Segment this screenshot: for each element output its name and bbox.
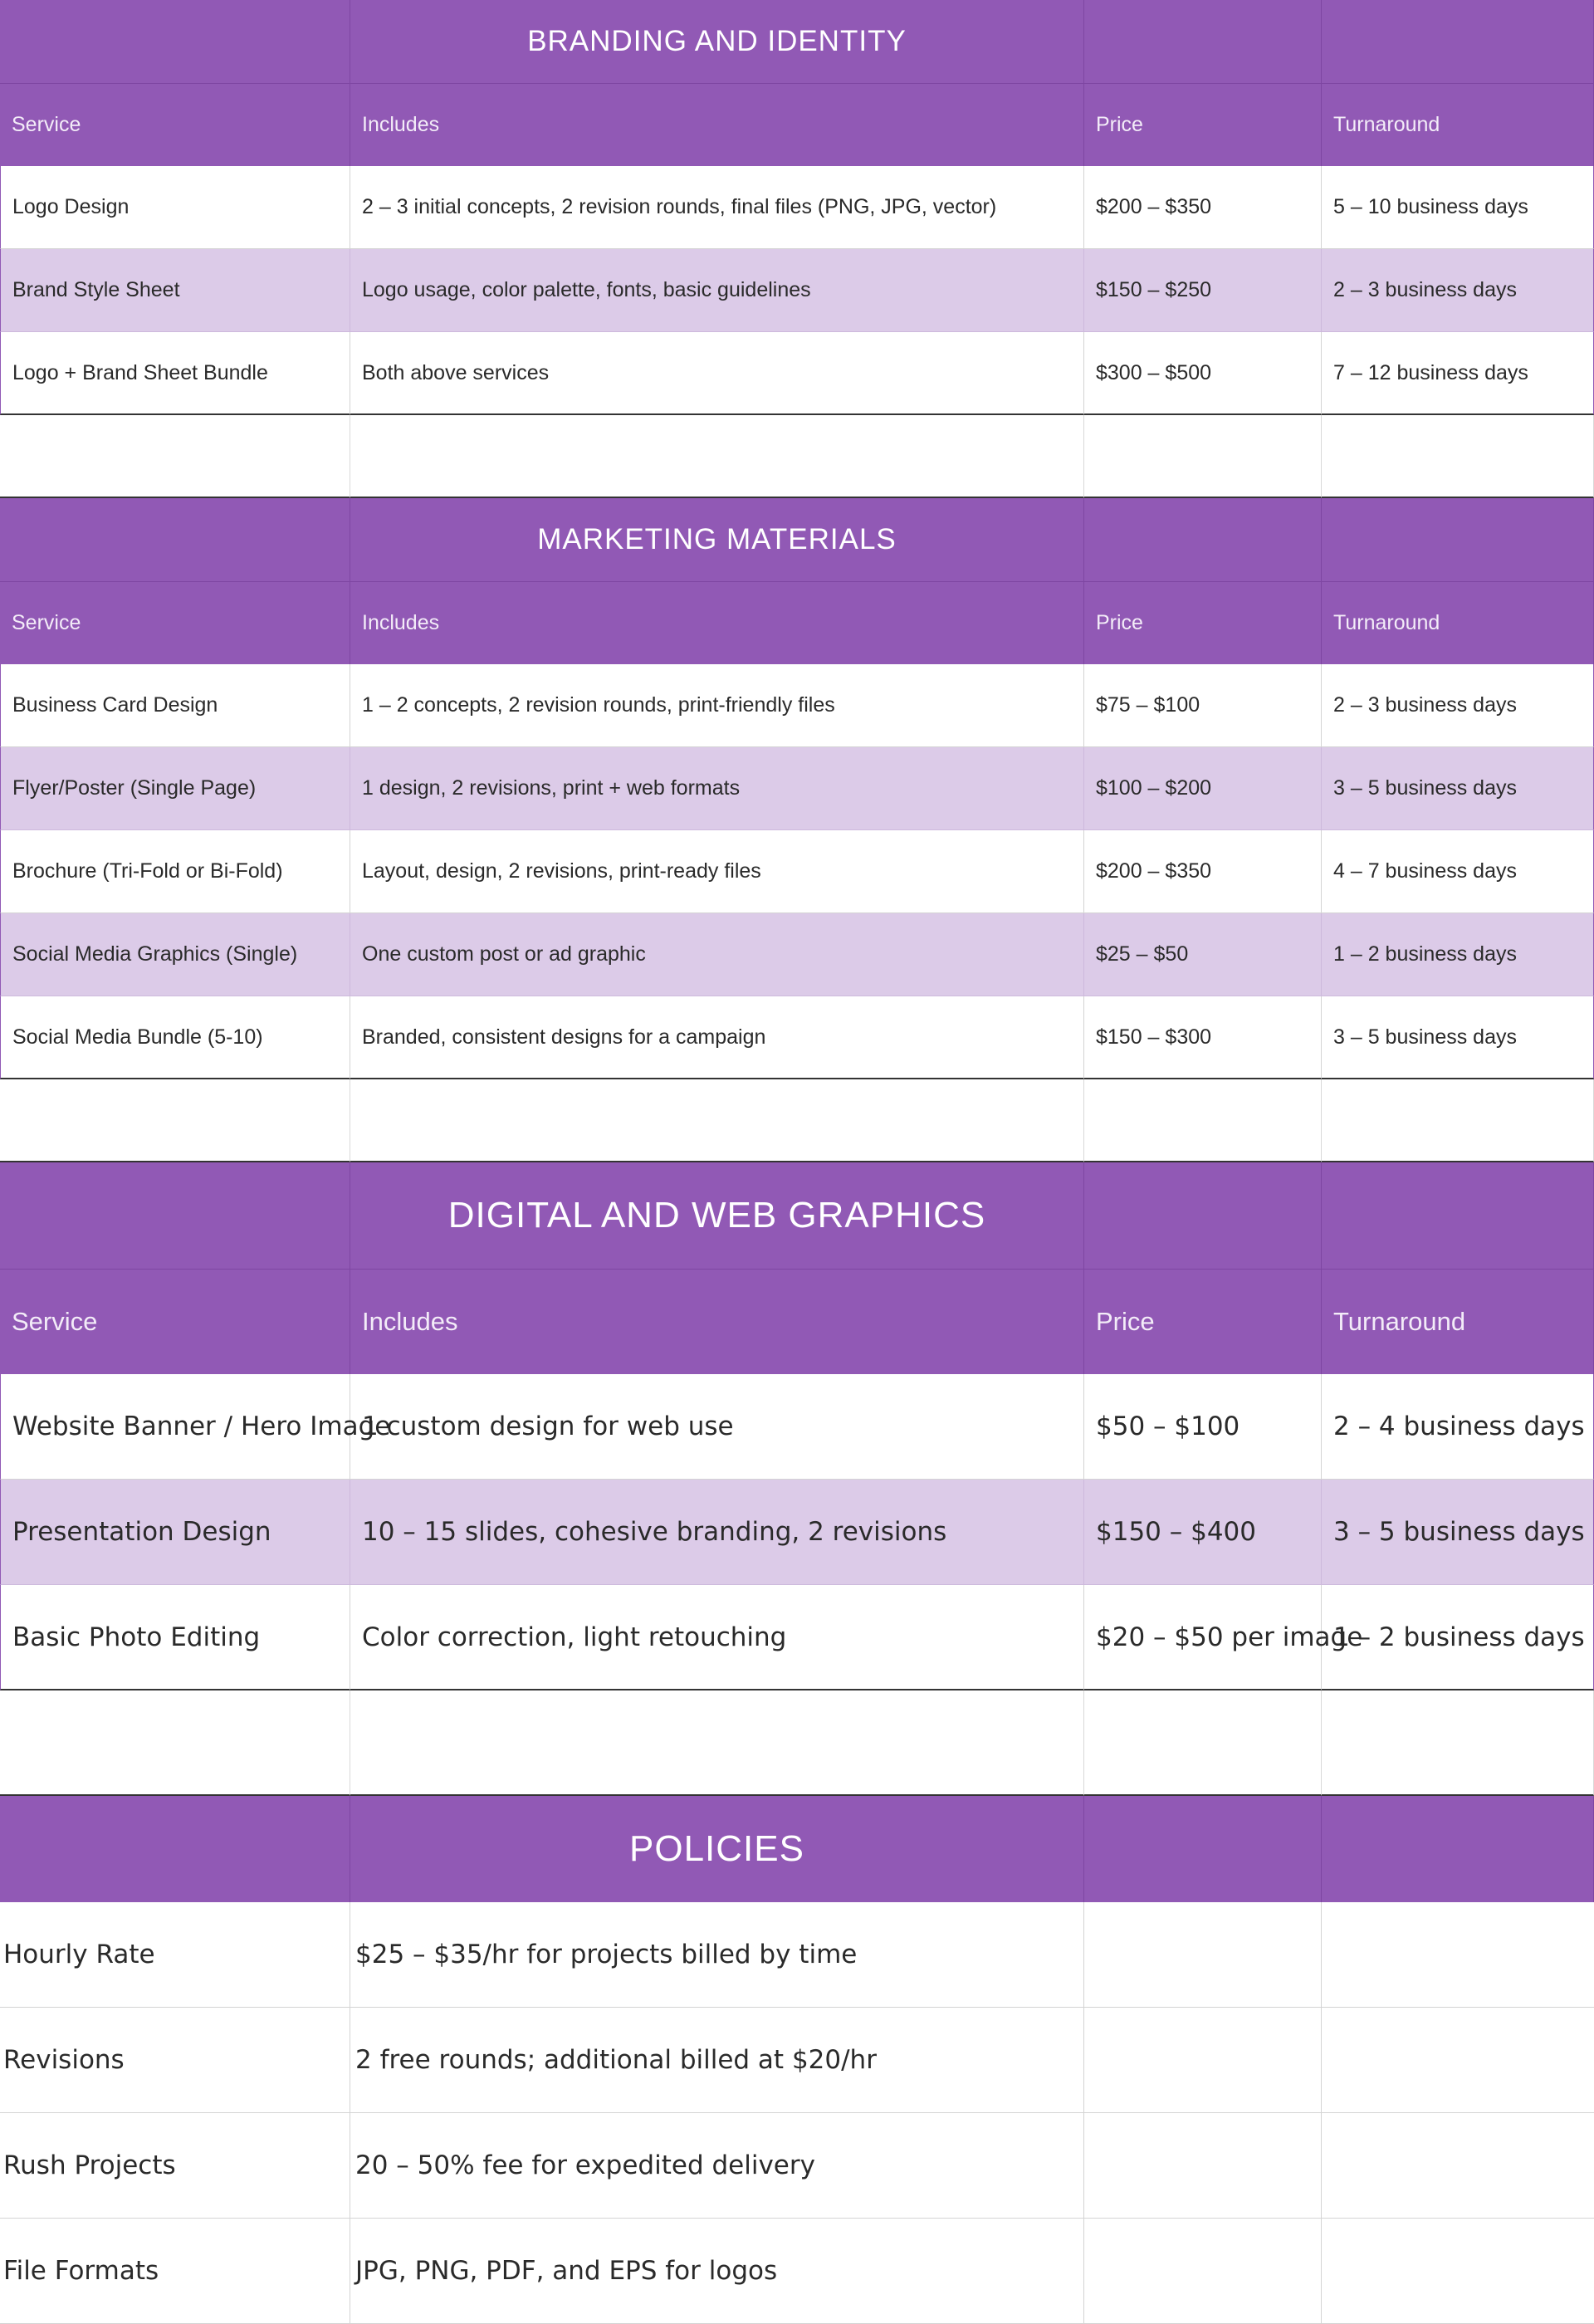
blank-cell	[1322, 2008, 1594, 2113]
section-title-row	[0, 1796, 1594, 1902]
section-title: POLICIES	[350, 1796, 1084, 1902]
blank-cell	[350, 415, 1084, 498]
blank-cell	[350, 1079, 1084, 1162]
policy-label: Hourly Rate	[0, 1902, 350, 2008]
cell-turnaround: 4 – 7 business days	[1322, 830, 1594, 913]
table-row	[0, 747, 1594, 830]
header-service: Service	[0, 84, 350, 166]
policy-value: JPG, PNG, PDF, and EPS for logos	[350, 2219, 1084, 2324]
cell-service: Website Banner / Hero Image	[0, 1374, 350, 1480]
table-row	[0, 913, 1594, 996]
header-service: Service	[0, 1270, 350, 1374]
cell-price: $150 – $300	[1084, 996, 1322, 1079]
header-turnaround: Turnaround	[1322, 84, 1594, 166]
section-title-row	[0, 0, 1594, 83]
cell-price: $150 – $400	[1084, 1480, 1322, 1585]
blank-cell	[1322, 1690, 1594, 1796]
blank-cell	[1084, 2113, 1322, 2219]
cell-turnaround: 3 – 5 business days	[1322, 996, 1594, 1079]
cell-turnaround: 7 – 12 business days	[1322, 332, 1594, 415]
cell-service: Basic Photo Editing	[0, 1585, 350, 1690]
title-spacer-cell	[0, 1162, 350, 1269]
policy-row	[0, 2219, 1594, 2324]
cell-includes: Branded, consistent designs for a campaign	[350, 996, 1084, 1079]
section-title-row	[0, 1162, 1594, 1269]
cell-includes: 2 – 3 initial concepts, 2 revision rounds, final files (PNG, JPG, vector)	[350, 166, 1084, 249]
header-includes: Includes	[350, 84, 1084, 166]
blank-row	[0, 415, 1594, 498]
column-header-row	[0, 83, 1594, 166]
blank-row	[0, 1079, 1594, 1162]
table-row	[0, 332, 1594, 415]
title-spacer-cell	[1084, 498, 1322, 581]
cell-turnaround: 1 – 2 business days	[1322, 1585, 1594, 1690]
cell-price: $300 – $500	[1084, 332, 1322, 415]
cell-turnaround: 2 – 3 business days	[1322, 664, 1594, 747]
header-price: Price	[1084, 84, 1322, 166]
title-spacer-cell	[0, 0, 350, 83]
column-header-row	[0, 1269, 1594, 1374]
cell-service: Logo Design	[0, 166, 350, 249]
title-spacer-cell	[0, 498, 350, 581]
cell-service: Brand Style Sheet	[0, 249, 350, 332]
blank-cell	[350, 1690, 1084, 1796]
title-spacer-cell	[1322, 1796, 1594, 1902]
header-price: Price	[1084, 582, 1322, 664]
cell-service: Brochure (Tri-Fold or Bi-Fold)	[0, 830, 350, 913]
section-title: MARKETING MATERIALS	[350, 498, 1084, 581]
title-spacer-cell	[1084, 1796, 1322, 1902]
cell-turnaround: 2 – 3 business days	[1322, 249, 1594, 332]
section-title-row	[0, 498, 1594, 581]
blank-cell	[1322, 2113, 1594, 2219]
policy-row	[0, 2008, 1594, 2113]
section-title: BRANDING AND IDENTITY	[350, 0, 1084, 83]
section-branding	[0, 0, 1594, 498]
cell-includes: Both above services	[350, 332, 1084, 415]
policy-row	[0, 2113, 1594, 2219]
cell-price: $100 – $200	[1084, 747, 1322, 830]
blank-cell	[0, 1079, 350, 1162]
section-title: DIGITAL AND WEB GRAPHICS	[350, 1162, 1084, 1269]
section-policies	[0, 1796, 1594, 2324]
cell-service: Social Media Graphics (Single)	[0, 913, 350, 996]
header-turnaround: Turnaround	[1322, 582, 1594, 664]
policy-label: File Formats	[0, 2219, 350, 2324]
blank-cell	[1084, 2008, 1322, 2113]
table-row	[0, 249, 1594, 332]
cell-includes: One custom post or ad graphic	[350, 913, 1084, 996]
header-includes: Includes	[350, 1270, 1084, 1374]
header-turnaround: Turnaround	[1322, 1270, 1594, 1374]
table-row	[0, 1374, 1594, 1480]
cell-turnaround: 5 – 10 business days	[1322, 166, 1594, 249]
cell-price: $150 – $250	[1084, 249, 1322, 332]
blank-cell	[0, 415, 350, 498]
cell-price: $20 – $50 per image	[1084, 1585, 1322, 1690]
cell-service: Presentation Design	[0, 1480, 350, 1585]
cell-includes: Logo usage, color palette, fonts, basic guidelines	[350, 249, 1084, 332]
blank-cell	[1322, 1902, 1594, 2008]
cell-turnaround: 2 – 4 business days	[1322, 1374, 1594, 1480]
table-row	[0, 830, 1594, 913]
title-spacer-cell	[1322, 0, 1594, 83]
blank-cell	[0, 1690, 350, 1796]
cell-service: Social Media Bundle (5-10)	[0, 996, 350, 1079]
cell-includes: 1 – 2 concepts, 2 revision rounds, print-friendly files	[350, 664, 1084, 747]
cell-service: Business Card Design	[0, 664, 350, 747]
policy-label: Rush Projects	[0, 2113, 350, 2219]
policy-value: 2 free rounds; additional billed at $20/hr	[350, 2008, 1084, 2113]
blank-cell	[1084, 415, 1322, 498]
column-header-row	[0, 581, 1594, 664]
cell-price: $200 – $350	[1084, 830, 1322, 913]
cell-includes: Layout, design, 2 revisions, print-ready files	[350, 830, 1084, 913]
cell-includes: Color correction, light retouching	[350, 1585, 1084, 1690]
title-spacer-cell	[0, 1796, 350, 1902]
table-row	[0, 1480, 1594, 1585]
cell-includes: 10 – 15 slides, cohesive branding, 2 revisions	[350, 1480, 1084, 1585]
blank-cell	[1084, 1690, 1322, 1796]
title-spacer-cell	[1322, 1162, 1594, 1269]
header-includes: Includes	[350, 582, 1084, 664]
cell-price: $50 – $100	[1084, 1374, 1322, 1480]
cell-price: $75 – $100	[1084, 664, 1322, 747]
table-row	[0, 664, 1594, 747]
blank-row	[0, 1690, 1594, 1796]
title-spacer-cell	[1322, 498, 1594, 581]
cell-price: $25 – $50	[1084, 913, 1322, 996]
header-price: Price	[1084, 1270, 1322, 1374]
table-row	[0, 1585, 1594, 1690]
title-spacer-cell	[1084, 0, 1322, 83]
cell-turnaround: 3 – 5 business days	[1322, 1480, 1594, 1585]
title-spacer-cell	[1084, 1162, 1322, 1269]
blank-cell	[1084, 1079, 1322, 1162]
blank-cell	[1322, 415, 1594, 498]
section-digital	[0, 1162, 1594, 1796]
cell-includes: 1 design, 2 revisions, print + web formats	[350, 747, 1084, 830]
blank-cell	[1084, 1902, 1322, 2008]
table-row	[0, 166, 1594, 249]
policy-label: Revisions	[0, 2008, 350, 2113]
cell-service: Logo + Brand Sheet Bundle	[0, 332, 350, 415]
blank-cell	[1322, 2219, 1594, 2324]
cell-turnaround: 3 – 5 business days	[1322, 747, 1594, 830]
blank-cell	[1084, 2219, 1322, 2324]
cell-turnaround: 1 – 2 business days	[1322, 913, 1594, 996]
table-row	[0, 996, 1594, 1079]
cell-includes: 1 custom design for web use	[350, 1374, 1084, 1480]
policy-value: 20 – 50% fee for expedited delivery	[350, 2113, 1084, 2219]
policy-value: $25 – $35/hr for projects billed by time	[350, 1902, 1084, 2008]
cell-price: $200 – $350	[1084, 166, 1322, 249]
cell-service: Flyer/Poster (Single Page)	[0, 747, 350, 830]
header-service: Service	[0, 582, 350, 664]
section-marketing	[0, 498, 1594, 1162]
blank-cell	[1322, 1079, 1594, 1162]
policy-row	[0, 1902, 1594, 2008]
